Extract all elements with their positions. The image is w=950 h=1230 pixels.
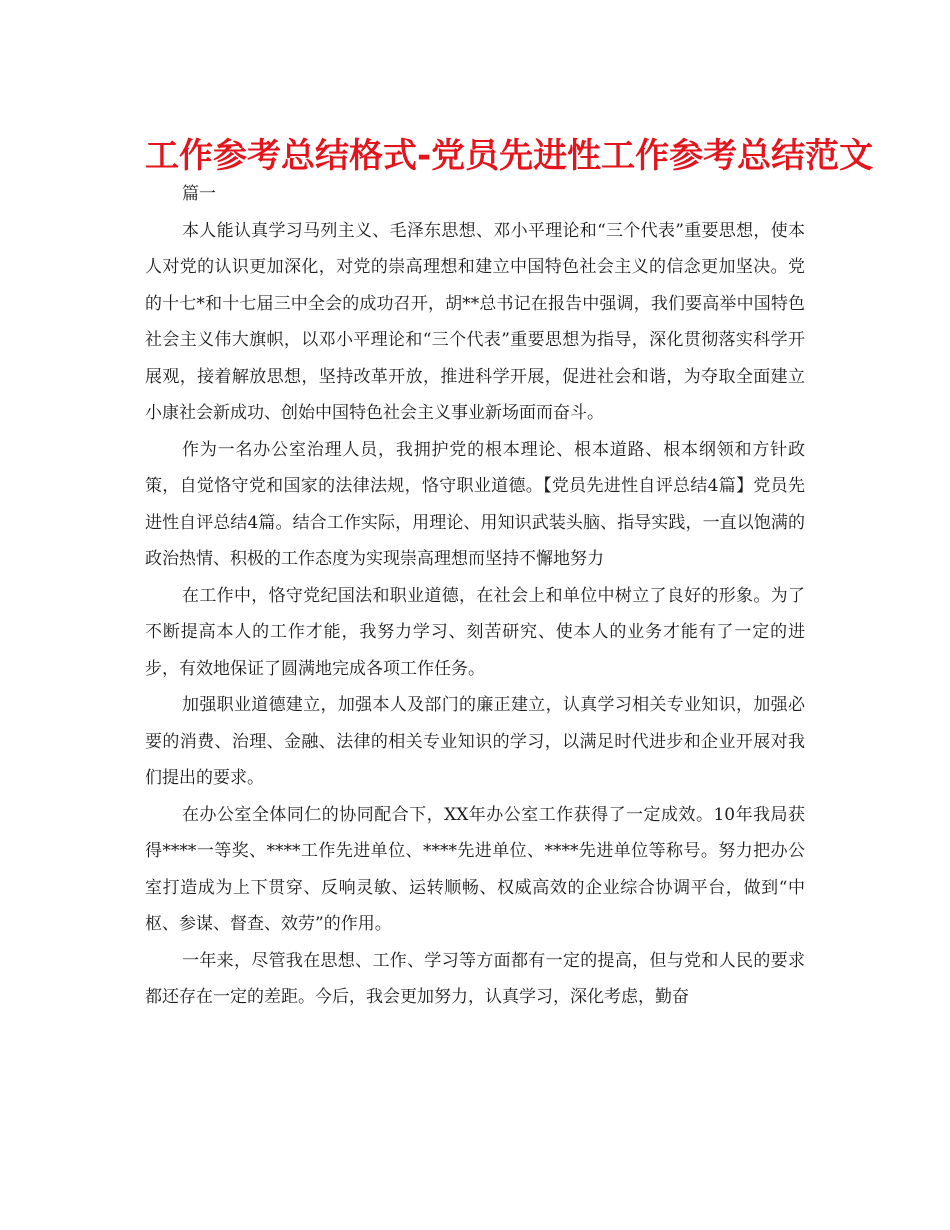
paragraph-3: 在工作中，恪守党纪国法和职业道德，在社会上和单位中树立了良好的形象。为了不断提高本人的工作才能，我努力学习、刻苦研究、使本人的业务才能有了一定的进步，有效地保证了圆满地完成各项工作任务。: [145, 585, 805, 679]
document-body: [145, 176, 805, 1016]
paragraph-5: 在办公室全体同仁的协同配合下，XX年办公室工作获得了一定成效。10年我局获得****一等奖、****工作先进单位、****先进单位、****先进单位等称号。努力把办公室打造成为上下贯穿、反响灵敏、运转顺畅、权威高效的企业综合协调平台，做到“中枢、参谋、督查、效劳”的作用。: [145, 804, 805, 934]
paragraph-6: 一年来，尽管我在思想、工作、学习等方面都有一定的提高，但与党和人民的要求都还存在一定的差距。今后，我会更加努力，认真学习，深化考虑，勤奋: [145, 950, 805, 1007]
paragraph-2: 作为一名办公室治理人员，我拥护党的根本理论、根本道路、根本纲领和方针政策，自觉恪守党和国家的法律法规，恪守职业道德。【党员先进性自评总结4篇】党员先进性自评总结4篇。结合工作实际，用理论、用知识武装头脑、指导实践，一直以饱满的政治热情、积极的工作态度为实现崇高理想而坚持不懈地努力: [145, 439, 805, 569]
section-label: 篇一: [182, 184, 216, 204]
paragraph-4: 加强职业道德建立，加强本人及部门的廉正建立，认真学习相关专业知识，加强必要的消费、治理、金融、法律的相关专业知识的学习，以满足时代进步和企业开展对我们提出的要求。: [145, 695, 805, 788]
document-title: 工作参考总结格式-党员先进性工作参考总结范文: [145, 136, 874, 176]
paragraph-1: 本人能认真学习马列主义、毛泽东思想、邓小平理论和“三个代表”重要思想，使本人对党的认识更加深化，对党的崇高理想和建立中国特色社会主义的信念更加坚决。党的十七*和十七届三中全会的成功召开，胡**总书记在报告中强调，我们要高举中国特色社会主义伟大旗帜，以邓小平理论和“三个代表”重要思想为指导，深化贯彻落实科学开展观，接着解放思想，坚持改革开放，推进科学开展，促进社会和谐，为夺取全面建立小康社会新成功、创始中国特色社会主义事业新场面而奋斗。: [145, 220, 805, 423]
